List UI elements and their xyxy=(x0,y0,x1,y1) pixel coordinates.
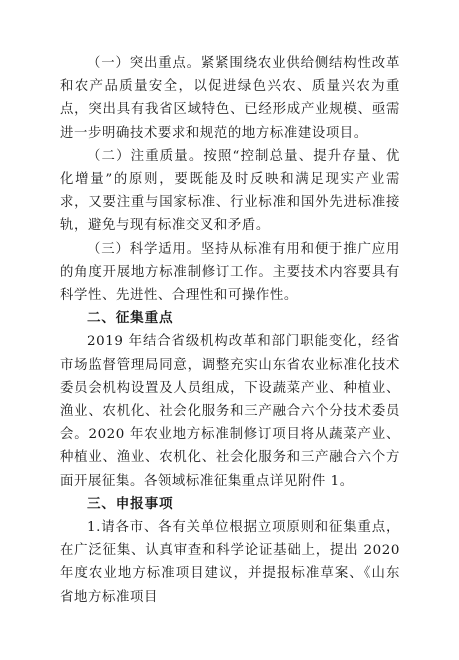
document-body xyxy=(60,52,400,609)
section-heading-application-matters: 三、申报事项 xyxy=(87,495,174,512)
section-heading-collection-focus: 二、征集重点 xyxy=(87,310,174,327)
principle-paragraph-applicability: （三）科学适用。坚持从标准有用和便于推广应用的角度开展地方标准制修订工作。主要技术内容要具有科学性、先进性、合理性和可操作性。 xyxy=(60,241,400,304)
principle-paragraph-focus: （一）突出重点。紧紧围绕农业供给侧结构性改革和农产品质量安全，以促进绿色兴农、质量兴农为重点，突出具有我省区域特色、已经形成产业规模、亟需进一步明确技术要求和规范的地方标准建设项目。 xyxy=(60,56,400,141)
collection-focus-paragraph: 2019 年结合省级机构改革和部门职能变化，经省市场监督管理局同意，调整充实山东省农业标准化技术委员会机构设置及人员组成，下设蔬菜产业、种植业、渔业、农机化、社会化服务和三产融合六个分技术委员会。2020 年农业地方标准制修订项目将从蔬菜产业、种植业、渔业、农机化、社会化服务和三产融合六个方面开展征集。各领域标准征集重点详见附件 1。 xyxy=(60,334,400,489)
principle-paragraph-quality: （二）注重质量。按照“控制总量、提升存量、优化增量”的原则，要既能及时反映和满足现实产业需求，又要注重与国家标准、行业标准和国外先进标准接轨，避免与现有标准交叉和矛盾。 xyxy=(60,148,400,234)
application-matters-paragraph: 1.请各市、各有关单位根据立项原则和征集重点，在广泛征集、认真审查和科学论证基础上，提出 2020 年度农业地方标准项目建议，并提报标准草案、《山东省地方标准项目 xyxy=(60,520,400,605)
